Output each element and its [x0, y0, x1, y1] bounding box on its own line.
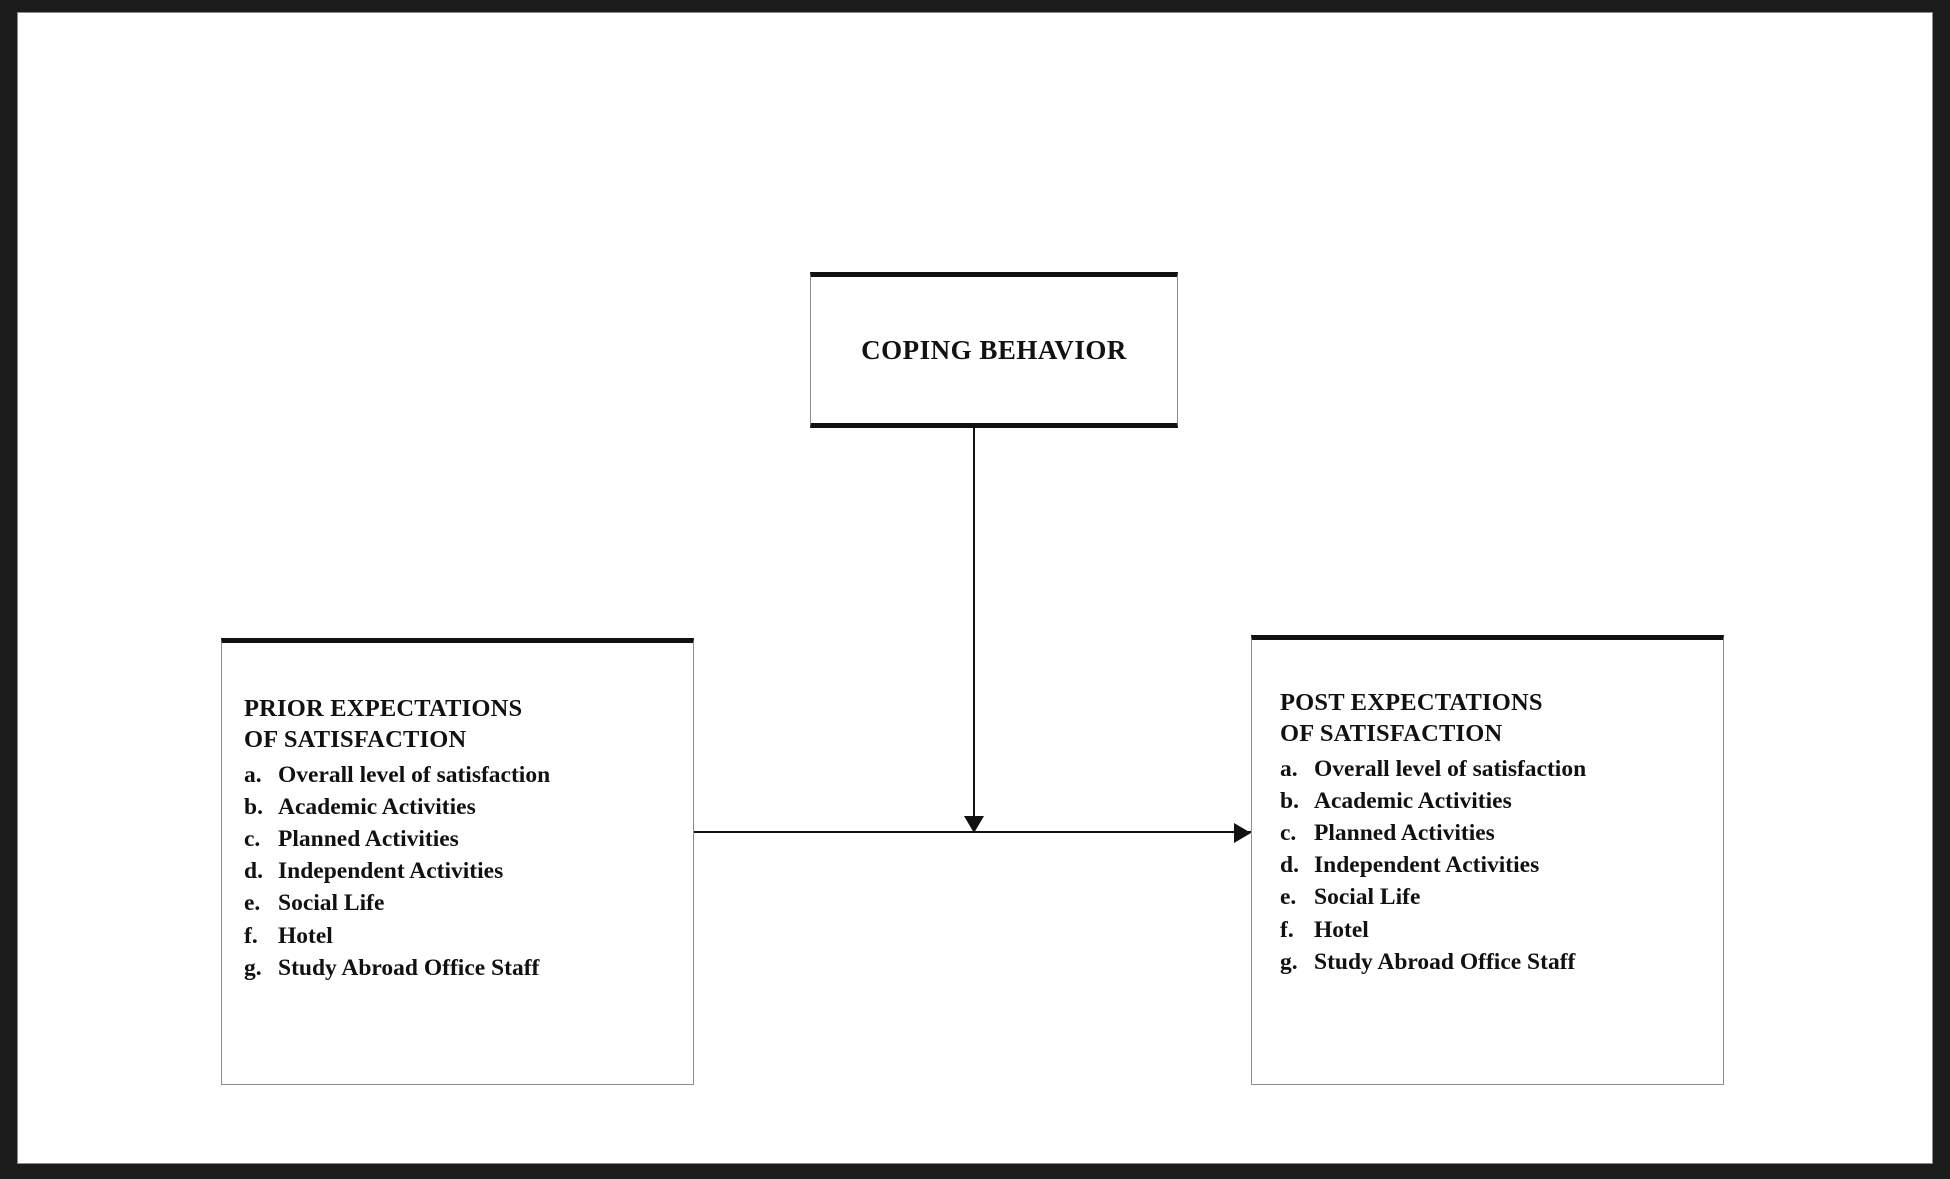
list-item [244, 920, 693, 952]
list-item-letter: f. [1280, 916, 1294, 943]
coping-behavior-box [810, 272, 1178, 428]
list-item-label: Overall level of satisfaction [278, 761, 551, 788]
list-item-label: Independent Activities [278, 858, 504, 885]
list-item-label: Overall level of satisfaction [1314, 755, 1587, 782]
list-item-letter: g. [244, 954, 262, 981]
list-item-label: Social Life [1314, 884, 1421, 911]
horizontal-connector-line [694, 831, 1251, 833]
list-item [244, 887, 693, 919]
list-item [244, 855, 693, 887]
list-item-letter: g. [1280, 948, 1298, 975]
diagram-canvas [17, 12, 1933, 1164]
list-item-letter: e. [1280, 884, 1297, 911]
list-item-letter: d. [1280, 852, 1299, 879]
list-item-letter: a. [244, 761, 262, 788]
post-expectations-heading [1280, 687, 1723, 750]
list-item-letter: c. [1280, 820, 1297, 847]
list-item [1280, 849, 1723, 881]
list-item-label: Academic Activities [278, 793, 476, 820]
vertical-connector-line [973, 428, 975, 823]
list-item [1280, 881, 1723, 913]
list-item [244, 823, 693, 855]
coping-behavior-title: COPING BEHAVIOR [861, 334, 1127, 365]
list-item-label: Planned Activities [1314, 820, 1495, 847]
list-item-label: Social Life [278, 890, 385, 917]
prior-expectations-list [244, 759, 693, 984]
list-item [1280, 785, 1723, 817]
list-item-letter: e. [244, 890, 261, 917]
prior-expectations-heading [244, 693, 693, 756]
list-item-letter: b. [244, 793, 263, 820]
post-expectations-box [1251, 635, 1724, 1085]
list-item-label: Study Abroad Office Staff [1314, 948, 1576, 975]
post-expectations-list [1280, 753, 1723, 978]
list-item-letter: d. [244, 858, 263, 885]
list-item [1280, 817, 1723, 849]
list-item [1280, 753, 1723, 785]
list-item-label: Study Abroad Office Staff [278, 954, 540, 981]
prior-expectations-box [221, 638, 694, 1085]
horizontal-arrowhead-icon [1234, 823, 1251, 843]
prior-heading-line-1: PRIOR EXPECTATIONS [244, 695, 523, 722]
list-item-letter: a. [1280, 755, 1298, 782]
list-item-label: Academic Activities [1314, 787, 1512, 814]
list-item-letter: b. [1280, 787, 1299, 814]
list-item [244, 759, 693, 791]
list-item-label: Planned Activities [278, 826, 459, 853]
list-item-letter: f. [244, 922, 258, 949]
list-item-label: Independent Activities [1314, 852, 1540, 879]
post-heading-line-2: OF SATISFACTION [1280, 720, 1503, 748]
post-heading-line-1: POST EXPECTATIONS [1280, 689, 1543, 716]
list-item-letter: c. [244, 826, 261, 853]
list-item [244, 791, 693, 823]
list-item-label: Hotel [1314, 916, 1369, 943]
list-item [1280, 946, 1723, 978]
list-item-label: Hotel [278, 922, 333, 949]
prior-heading-line-2: OF SATISFACTION [244, 726, 467, 754]
list-item [1280, 914, 1723, 946]
list-item [244, 952, 693, 984]
